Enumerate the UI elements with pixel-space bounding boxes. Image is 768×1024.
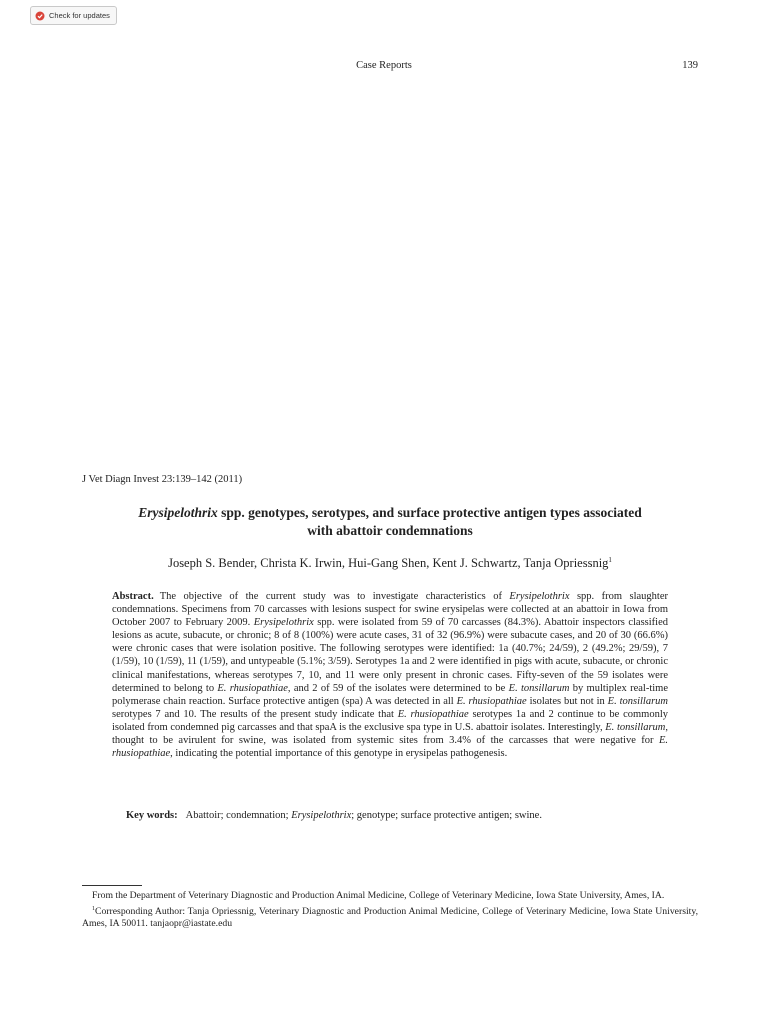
running-head: Case Reports [356, 60, 412, 71]
abstract-text: spp. were isolated from 59 of 70 carcasses (84.3%). Abattoir inspectors classified lesions as acute, subacute, or chronic; 8 of 8 (100%) were acute cases, 31 of 32 (96.9%) were subacute cases, and 20 of 30 (66.6%) were chronic cases that were isolation positive. The following serotypes were identified: 1a (40.7%; 24/59), 2 (49.2%; 29/59), 7 (1/59), 10 (1/59), 11 (1/59), and untypeable (5.1%; 3/59). Serotypes 1a and 2 were identified in pigs with acute, subacute, or chronic clinical manifestations, whereas serotypes 7, 10, and 11 were only present in chronic cases. Fifty-seven of the 59 isolates were determined to belong to [112, 617, 668, 694]
abstract-italic: E. rhusiopathiae [217, 682, 288, 694]
abstract-label: Abstract. [112, 591, 154, 602]
check-for-updates-button[interactable] [30, 6, 117, 25]
keywords-italic: Erysipelothrix [291, 810, 352, 821]
abstract-text: isolates but not in [526, 695, 608, 707]
footnotes [82, 890, 698, 931]
abstract-italic: E. tonsillarum [605, 721, 666, 733]
journal-citation: J Vet Diagn Invest 23:139–142 (2011) [82, 474, 243, 485]
keywords-text: ; genotype; surface protective antigen; swine. [351, 810, 542, 821]
abstract-italic: E. rhusiopathiae [456, 695, 527, 707]
page-number: 139 [682, 60, 698, 71]
check-for-updates-label: Check for updates [49, 11, 110, 20]
abstract-text: serotypes 1a and 2 continue to be commonly isolated from condemned pig carcasses and that spaA is the exclusive spa type in U.S. abattoir isolates. Interestingly, [112, 708, 669, 733]
abstract-text: spp. from slaughter condemnations. Specimens from 70 carcasses with lesions suspect for swine erysipelas were collected at an abattoir in Iowa from October 2007 to February 2009. [112, 591, 668, 629]
abstract-italic: Erysipelothrix [253, 617, 314, 629]
keywords-text: Abattoir; condemnation; [185, 810, 292, 821]
keywords-label: Key words: [126, 810, 178, 821]
title-genus: Erysipelothrix [138, 505, 218, 520]
author-names: Joseph S. Bender, Christa K. Irwin, Hui-Gang Shen, Kent J. Schwartz, Tanja Opriessnig [168, 556, 609, 571]
abstract-text: , indicating the potential importance of this genotype in erysipelas pathogenesis. [170, 748, 508, 760]
abstract-italic: E. tonsillarum [607, 695, 669, 707]
abstract-italic: Erysipelothrix [509, 591, 570, 602]
corresponding-author-footnote [82, 903, 698, 931]
abstract-italic: E. tonsillarum [508, 682, 570, 694]
check-for-updates-icon [35, 11, 45, 21]
corresponding-author-text: Corresponding Author: Tanja Opriessnig, Veterinary Diagnostic and Production Animal Medicine, College of Veterinary Medicine, Iowa State University, Ames, IA 50011. tanjaopr@iastate.edu [82, 905, 698, 930]
article-title [82, 504, 698, 540]
abstract-text: , thought to be avirulent for swine, was isolated from systemic sites from 3.4% of the carcasses that were negative for [112, 721, 668, 747]
abstract-italic: E. rhusiopathiae [112, 735, 668, 760]
footnote-marker: 1 [92, 905, 95, 912]
title-line2: with abattoir condemnations [307, 523, 473, 538]
keywords [126, 810, 542, 821]
title-line1-rest: spp. genotypes, serotypes, and surface protective antigen types associated [217, 505, 642, 520]
footnote-divider [82, 885, 142, 886]
author-list [82, 556, 698, 571]
affiliation-footnote: From the Department of Veterinary Diagnostic and Production Animal Medicine, College of Veterinary Medicine, Iowa State University, Ames, IA. [92, 890, 665, 901]
abstract-text: , and 2 of 59 of the isolates were determined to be [287, 682, 509, 694]
abstract-text: The objective of the current study was to investigate characteristics of [159, 591, 510, 602]
abstract-text: by multiplex real-time polymerase chain reaction. Surface protective antigen (spa) A was detected in all [112, 682, 669, 707]
abstract-text: serotypes 7 and 10. The results of the present study indicate that [112, 708, 398, 720]
abstract-italic: E. rhusiopathiae [397, 708, 469, 720]
author-footnote-marker: 1 [608, 556, 612, 564]
abstract [112, 590, 668, 760]
